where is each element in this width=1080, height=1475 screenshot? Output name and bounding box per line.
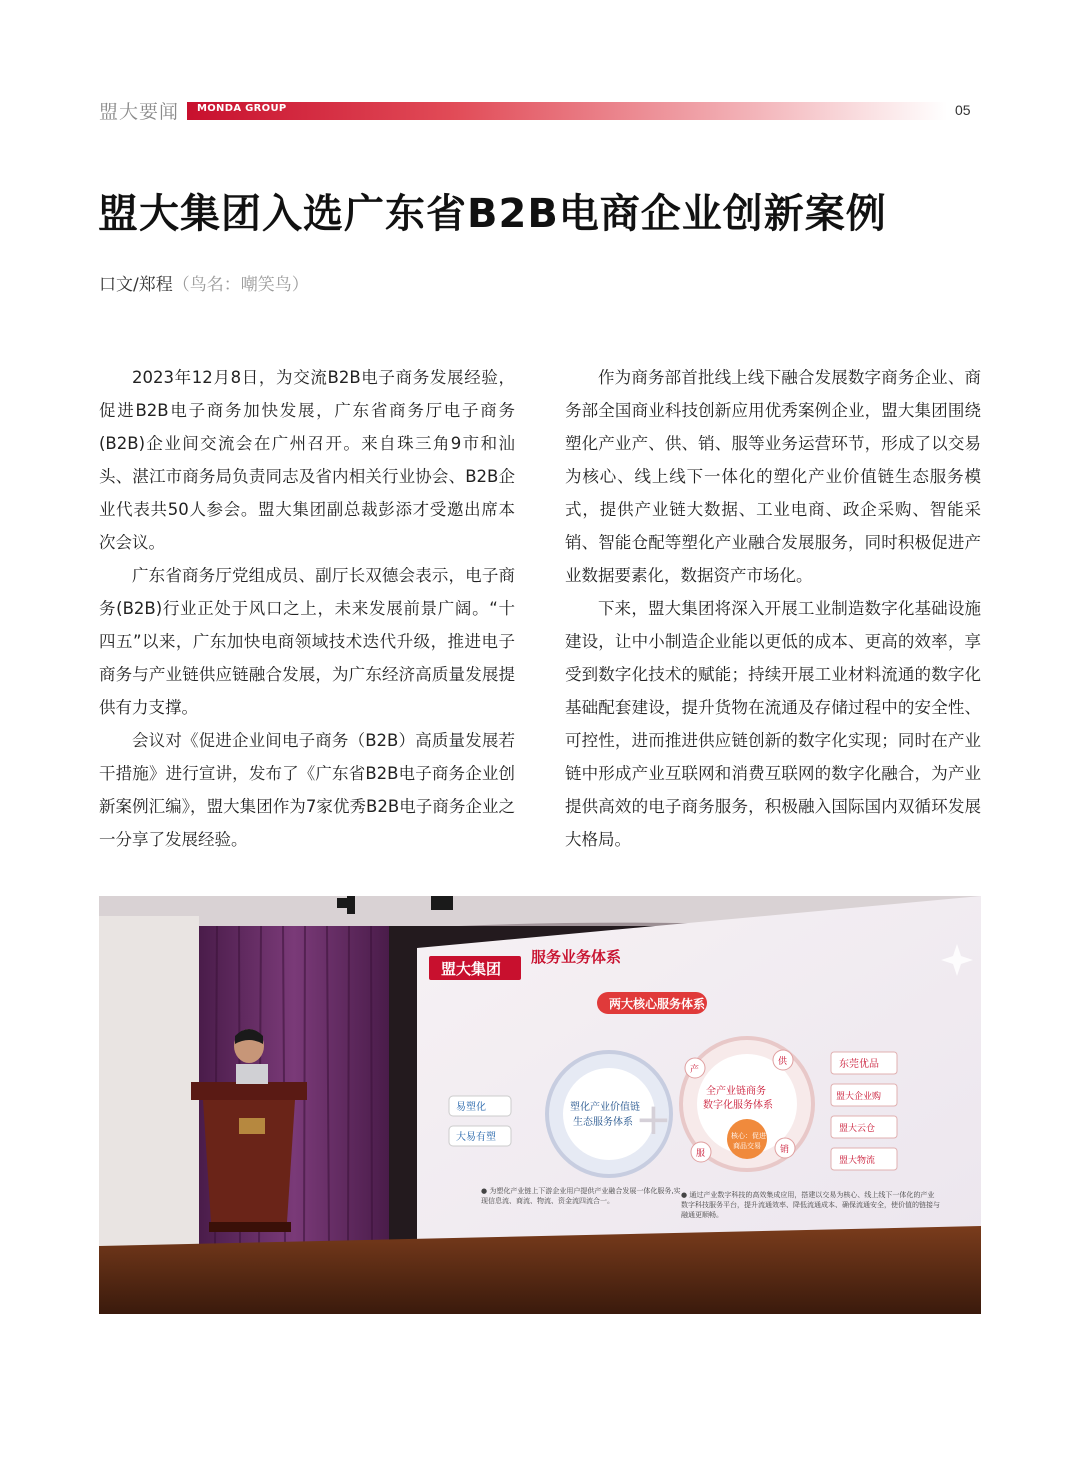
byline	[99, 270, 309, 295]
right-circle-label: 数字化服务体系	[703, 1100, 773, 1111]
header-band	[187, 102, 947, 120]
article-title: 盟大集团入选广东省B2B电商企业创新案例	[98, 191, 887, 237]
ring-label: 产	[690, 1065, 700, 1075]
paragraph: 下来，盟大集团将深入开展工业制造数字化基础设施建设，让中小制造企业能以更低的成本、更高的效率，享受到数字化技术的赋能；持续开展工业材料流通的数字化基础配套建设，提升货物在流通及存储过程中的安全性、可控性，进而推进供应链创新的数字化实现；同时在产业链中形成产业互联网和消费互联网的数字化融合，为产业提供高效的电子商务服务，积极融入国际国内双循环发展大格局。	[565, 599, 981, 849]
core-badge-label: 商品交易	[733, 1142, 761, 1150]
brand-box-label: 盟大物流	[839, 1156, 876, 1166]
left-circle-label: 生态服务体系	[573, 1117, 633, 1128]
section-label: 盟大要闻	[99, 101, 180, 123]
paragraph: 广东省商务厅党组成员、副厅长双德会表示，电子商务(B2B)行业正处于风口之上，未来发展前景广阔。“十四五”以来，广东加快电商领域技术迭代升级，推进电子商务与产业链供应链融合发展，为广东经济高质量发展提供有力支撑。	[99, 566, 515, 717]
byline-alias: （鸟名：嘲笑鸟）	[172, 275, 309, 295]
brand-label: 大易有塑	[456, 1132, 496, 1143]
brand-label: 易塑化	[456, 1102, 486, 1113]
conference-photo	[99, 896, 981, 1314]
article-column-right	[565, 361, 981, 856]
core-badge-label: 核心：促进	[731, 1132, 766, 1140]
laptop	[236, 1064, 268, 1084]
caption-left-wrap	[481, 1186, 681, 1226]
ring-label: 供	[778, 1057, 788, 1067]
photo-scene	[99, 896, 981, 1314]
paragraph: 作为商务部首批线上线下融合发展数字商务企业、商务部全国商业科技创新应用优秀案例企业，盟大集团围绕塑化产业产、供、销、服等业务运营环节，形成了以交易为核心、线上线下一体化的塑化产业价值链生态服务模式，提供产业链大数据、工业电商、政企采购、智能采销、智能仓配等塑化产业融合发展服务，同时积极促进产业数据要素化，数据资产市场化。	[565, 368, 981, 585]
caption-right-wrap	[681, 1190, 941, 1234]
wall-panel	[99, 916, 199, 1246]
byline-author: 口文/郑程	[99, 275, 173, 295]
ring-label: 服	[696, 1149, 706, 1159]
brand-box-label: 东莞优品	[839, 1059, 879, 1070]
group-label: MONDA GROUP	[197, 103, 287, 114]
slide-logo: 盟大集团	[441, 960, 502, 978]
slide-heading: 服务业务体系	[531, 948, 622, 966]
brand-box-label: 盟大云仓	[839, 1124, 876, 1134]
brand-box-label: 盟大企业购	[836, 1092, 882, 1102]
paragraph: 2023年12月8日，为交流B2B电子商务发展经验，促进B2B电子商务加快发展，广东省商务厅电子商务(B2B)企业间交流会在广州召开。来自珠三角9市和汕头、湛江市商务局负责同志及省内相关行业协会、B2B企业代表共50人参会。盟大集团副总裁彭添才受邀出席本次会议。	[99, 368, 515, 552]
plus-sign: +	[635, 1094, 672, 1145]
left-circle-label: 塑化产业价值链	[570, 1102, 640, 1113]
slide-caption-left: ● 为塑化产业链上下游企业用户提供产业融合发展一体化服务,实现信息流、商流、物流、资金流四流合一。	[481, 1187, 681, 1205]
right-circle-label: 全产业链商务	[706, 1086, 766, 1097]
article-column-left	[99, 361, 515, 856]
slide-caption-right: ● 通过产业数字科技的高效集成应用，搭建以交易为核心、线上线下一体化的产业数字科技服务平台，提升流通效率、降低流通成本、确保流通安全，使价值的链接与融通更顺畅。	[681, 1191, 940, 1219]
page-number: 05	[955, 102, 971, 118]
ring-label: 销	[780, 1145, 790, 1155]
slide-subheading: 两大核心服务体系	[609, 997, 706, 1011]
paragraph: 会议对《促进企业间电子商务（B2B）高质量发展若干措施》进行宣讲，发布了《广东省B2B电子商务企业创新案例汇编》，盟大集团作为7家优秀B2B电子商务企业之一分享了发展经验。	[99, 731, 515, 849]
